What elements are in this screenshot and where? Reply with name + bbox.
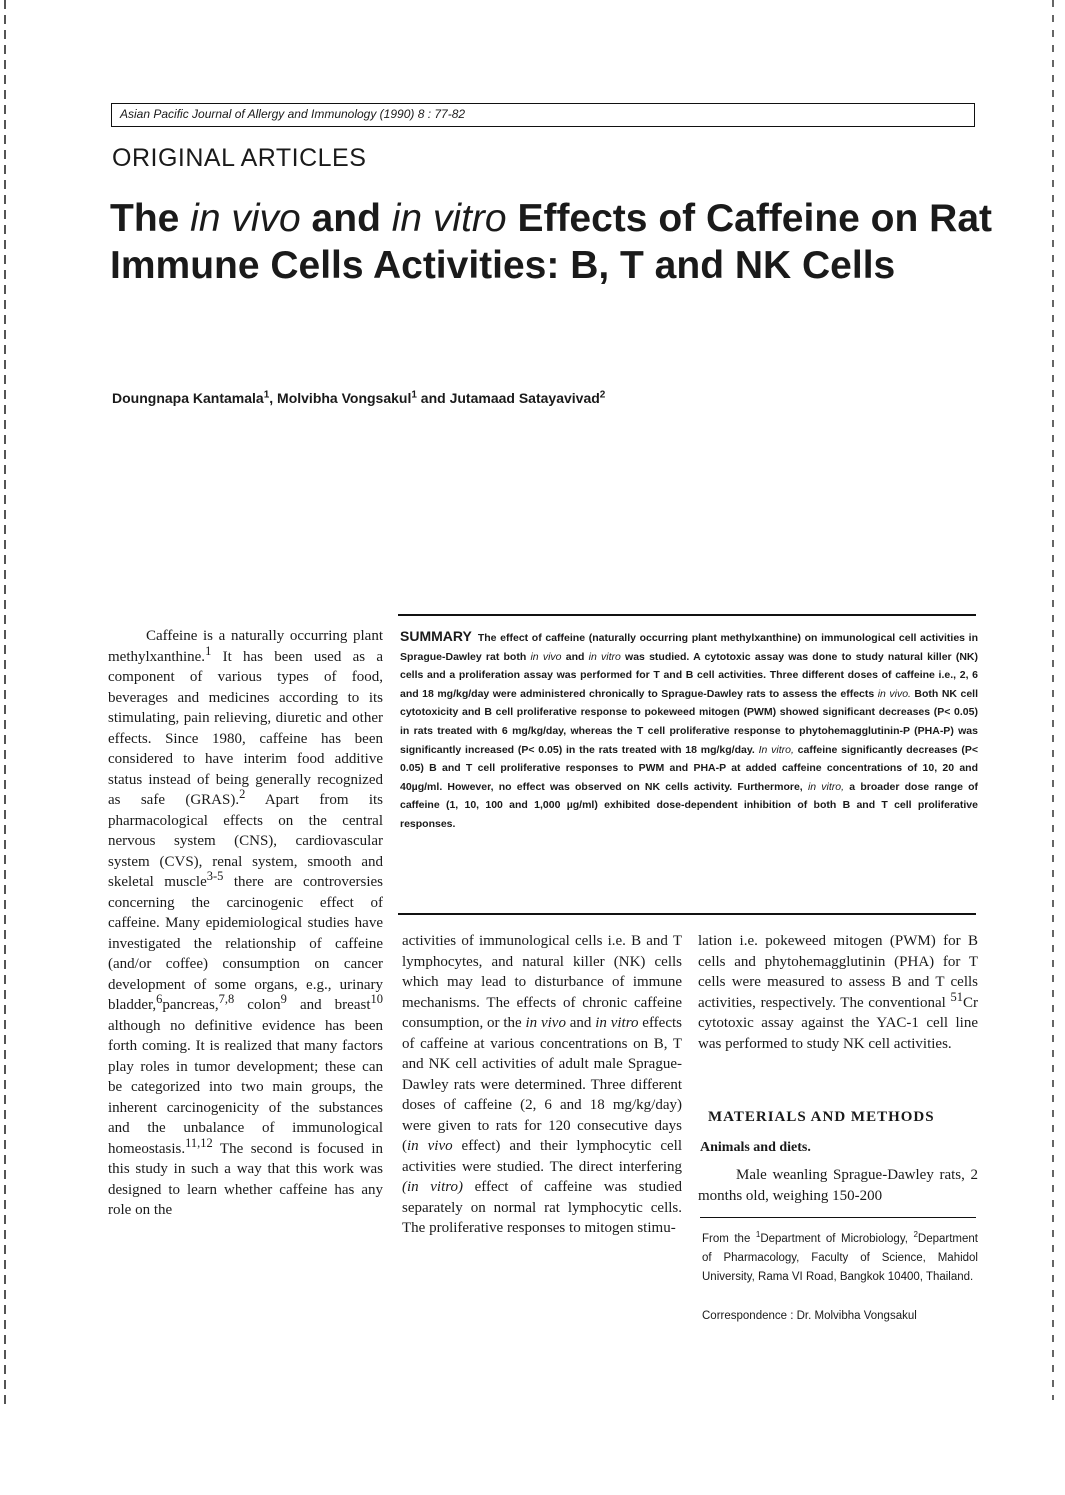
body-column-right	[698, 931, 978, 1201]
summary-italic: in vitro	[588, 650, 621, 663]
affiliation-footnote	[702, 1230, 978, 1287]
journal-header	[111, 103, 975, 127]
citation-mark: 7,8	[218, 992, 235, 1006]
summary-text: was studied. A cytotoxic assay was done to study natural killer (NK) cells and a proliferation assay was performed for T and B cell activities. Three different doses of caffeine i.e., 2, 6 and 18 mg/kg/day were administered chronically to Sprague-Dawley rats to assess the effects	[400, 650, 978, 700]
body-text: pancreas,	[162, 997, 219, 1013]
correspondence-line: Correspondence : Dr. Molvibha Vongsakul	[702, 1310, 917, 1322]
footnote-text: Department of Pharmacology, Faculty of Science, Mahidol University, Rama VI Road, Bangkok 10400, Thailand.	[702, 1233, 978, 1283]
body-italic: in vivo	[525, 1015, 566, 1031]
affiliation-mark: 1	[411, 389, 417, 401]
affiliation-mark: 2	[913, 1230, 918, 1240]
title-italic-in-vitro: in vitro	[391, 197, 507, 240]
intro-paragraph-cont	[402, 931, 682, 1239]
body-italic: in vivo	[407, 1138, 453, 1154]
summary-text: Both NK cell cytotoxicity and B cell proliferative response to pokeweed mitogen (PWM) showed significant decreases (P< 0.05) in rats treated with 6 mg/kg/day, whereas the T cell proliferative response to phytohemagglutinin-P (PHA-P) was significantly increased (P< 0.05) in the rats treated with 18 mg/kg/day.	[400, 687, 978, 756]
body-text: effect) and their lymphocytic cell activities were studied. The direct interfering	[402, 1138, 682, 1175]
title-part: The	[110, 197, 191, 240]
summary-italic: in vivo.	[877, 687, 911, 700]
intro-paragraph-end	[698, 931, 978, 1054]
summary-abstract	[400, 627, 978, 834]
body-text: although no definitive evidence has been forth coming. It is realized that many factors play roles in tumor development; these can be categorized into two main groups, the inherent carcinogenicity of the substances and the unbalance of immunological homeostasis.	[108, 1017, 383, 1157]
citation-mark: 11,12	[185, 1135, 213, 1150]
summary-italic: In vitro,	[758, 743, 794, 756]
summary-text: a broader dose range of caffeine (1, 10, 100 and 1,000 µg/ml) exhibited dose-dependent inhibition of both B and T cell proliferative responses.	[400, 780, 979, 830]
body-italic: (in vitro)	[402, 1179, 464, 1195]
subsection-heading-animals: Animals and diets.	[700, 1140, 811, 1155]
body-text: Caffeine is a naturally occurring plant methylxanthine.	[108, 628, 383, 665]
footnote-rule	[700, 1217, 976, 1218]
section-label: ORIGINAL ARTICLES	[112, 144, 367, 172]
summary-italic: in vitro,	[807, 780, 845, 793]
methods-paragraph: Male weanling Sprague-Dawley rats, 2 months old, weighing 150-200	[698, 1167, 978, 1204]
body-text: effects of caffeine at various concentrations on B, T and NK cell activities of adult male Sprague-Dawley rats were determined. Three different doses of caffeine (2, 6 and 18 mg/kg/day) were given to rats for 120 consecutive days (	[402, 1015, 682, 1154]
title-italic-in-vivo: in vivo	[190, 197, 301, 240]
citation-mark: 10	[370, 992, 383, 1006]
author-name: Molvibha Vongsakul	[277, 390, 412, 406]
summary-italic: in vivo	[530, 650, 562, 663]
affiliation-mark: 1	[755, 1230, 761, 1240]
citation-mark: 1	[205, 643, 212, 658]
author-separator: and	[416, 390, 450, 406]
summary-top-rule	[398, 614, 976, 616]
citation-mark: 9	[280, 992, 287, 1006]
section-heading-methods: MATERIALS AND METHODS	[708, 1109, 935, 1125]
title-part: Effects of Caffeine on Rat Immune Cells Activities: B, T and NK Cells	[110, 197, 992, 287]
author-list	[112, 390, 605, 406]
body-text: and	[565, 1015, 596, 1031]
article-title	[110, 195, 1010, 289]
body-text: colon	[234, 997, 281, 1013]
body-text: and breast	[286, 997, 371, 1013]
body-text: activities of immunological cells i.e. B and T lymphocytes, and natural killer (NK) cells which may lead to disturbance of immune mechanisms. The effects of chronic caffeine consumption, or the	[402, 933, 682, 1031]
affiliation-mark: 2	[599, 389, 606, 401]
body-column-middle	[402, 931, 682, 1341]
footnote-text: From the	[702, 1233, 756, 1245]
citation-mark: 6	[156, 992, 163, 1006]
title-part: and	[300, 197, 392, 240]
author-name: Doungnapa Kantamala	[112, 390, 264, 406]
author-name: Jutamaad Satayavivad	[449, 390, 600, 406]
summary-text: caffeine significantly decreases (P< 0.05) B and T cell proliferative responses to PWM and PHA-P at added caffeine concentrations of 10, 20 and 40µg/ml. However, no effect was observed on NK cells activity. Furthermore,	[400, 743, 978, 793]
scan-edge-right	[1052, 0, 1054, 1400]
body-text: The second is focused in this study in such a way that this work was designed to learn whether caffeine has any role on the	[108, 1140, 383, 1218]
summary-bottom-rule	[398, 913, 976, 915]
affiliation-mark: 1	[263, 389, 270, 401]
body-text: Cr cytotoxic assay against the YAC-1 cell line was performed to study NK cell activities.	[698, 994, 978, 1052]
body-text: there are controversies concerning the carcinogenic effect of caffeine. Many epidemiological studies have investigated the relationship of caffeine (and/or coffee) consumption on cancer development of some organs, e.g., urinary bladder,	[108, 874, 383, 1013]
summary-text: The effect of caffeine (naturally occurring plant methylxanthine) on immunological cell activities in Sprague-Dawley rat both	[400, 632, 978, 663]
scan-edge-left	[4, 0, 6, 1410]
footnote-text: Department of Microbiology,	[760, 1233, 914, 1245]
citation-mark: 3-5	[206, 869, 224, 883]
journal-citation: Asian Pacific Journal of Allergy and Immunology (1990) 8 : 77-82	[120, 107, 466, 121]
body-text: lation i.e. pokeweed mitogen (PWM) for B cells and phytohemagglutinin (PHA) for T cells were measured to assess B and T cells activities, respectively. The conventional	[698, 933, 978, 1011]
summary-heading: SUMMARY	[400, 628, 472, 644]
intro-paragraph	[108, 626, 383, 1221]
citation-mark: 2	[239, 787, 246, 801]
body-column-left	[108, 626, 383, 1336]
body-text: effect of caffeine was studied separately on normal rat lymphocytic cells. The proliferative responses to mitogen stimu-	[402, 1179, 682, 1236]
body-text: It has been used as a component of various types of food, beverages and medicines according to its stimulating, pain relieving, diuretic and other effects. Since 1980, caffeine has been considered to have interim food additive status instead of being generally recognized as safe (GRAS).	[108, 648, 383, 808]
author-separator: ,	[269, 390, 278, 406]
body-italic: in vitro	[595, 1015, 639, 1031]
summary-text: and	[561, 650, 589, 663]
body-text: Apart from its pharmacological effects on the central nervous system (CNS), cardiovascular system (CVS), renal system, smooth and skeletal muscle	[108, 792, 383, 890]
isotope-mark: 51	[950, 989, 963, 1004]
